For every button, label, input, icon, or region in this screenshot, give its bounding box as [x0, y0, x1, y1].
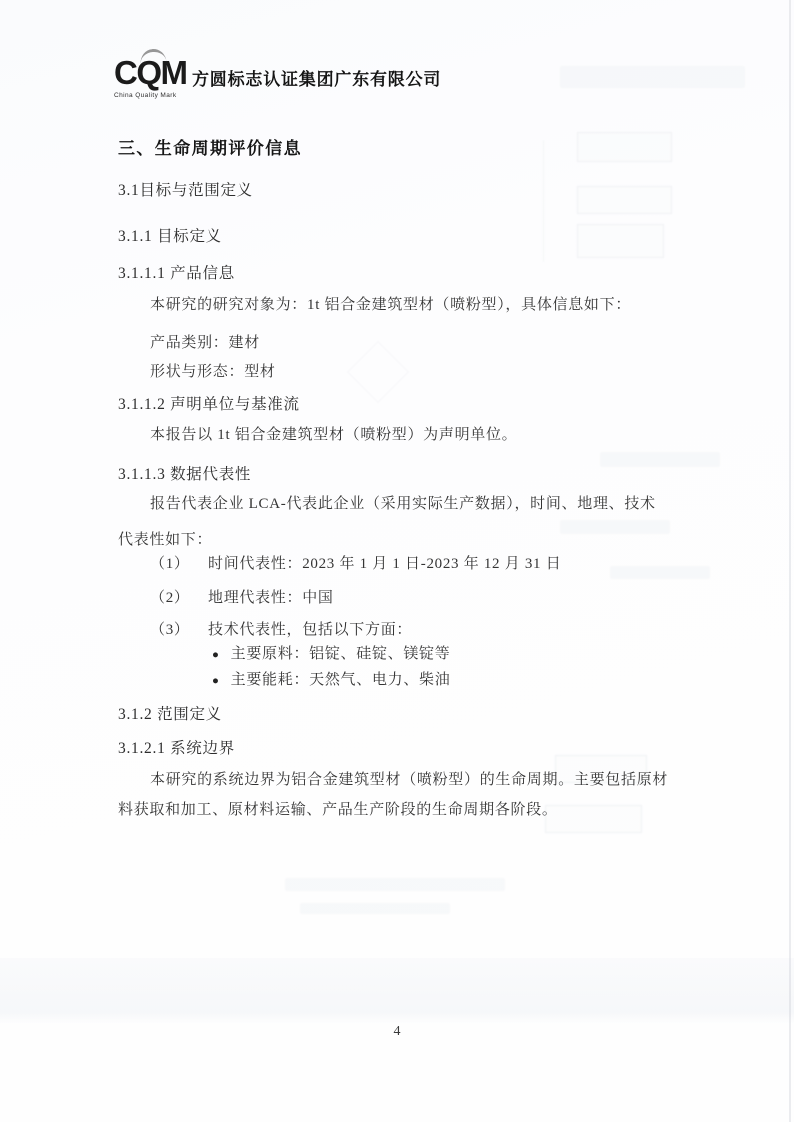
- section-3-1-2-1: 3.1.2.1 系统边界: [118, 740, 235, 757]
- page-number: 4: [393, 1024, 401, 1039]
- paragraph-boundary-line2: 料获取和加工、原材料运输、产品生产阶段的生命周期各阶段。: [118, 802, 558, 818]
- paragraph-product-category: 产品类别：建材: [150, 335, 260, 351]
- paragraph-product-intro: 本研究的研究对象为：1t 铝合金建筑型材（喷粉型），具体信息如下：: [150, 297, 632, 313]
- list-item-geography: [150, 586, 334, 607]
- chapter-heading: 三、生命周期评价信息: [118, 139, 302, 158]
- bleedthrough-smudge: [285, 878, 505, 891]
- bullet-text: 主要能耗：天然气、电力、柴油: [230, 672, 451, 688]
- bleedthrough-box: [577, 224, 664, 258]
- list-item-technology: [150, 618, 412, 639]
- company-name: 方圆标志认证集团广东有限公司: [192, 70, 442, 89]
- list-item-text: 地理代表性：中国: [208, 590, 334, 606]
- paragraph-representativeness-line2: 代表性如下：: [118, 532, 213, 548]
- scan-artifact-band: [0, 958, 794, 1024]
- list-item-text: 技术代表性，包括以下方面：: [208, 622, 413, 638]
- section-3-1-1-3: 3.1.1.3 数据代表性: [118, 466, 252, 483]
- bullet-item-energy: [212, 668, 450, 689]
- section-3-1-1-2: 3.1.1.2 声明单位与基准流: [118, 396, 300, 413]
- page-edge-shadow: [789, 0, 791, 1122]
- cqm-logo: [114, 56, 192, 99]
- list-item-number: （1）: [150, 556, 190, 572]
- bullet-text: 主要原料：铝锭、硅锭、镁锭等: [230, 646, 451, 662]
- bullet-icon: ●: [212, 675, 220, 687]
- logo-tagline: China Quality Mark: [114, 92, 177, 99]
- logo-acronym: CQM: [114, 54, 187, 91]
- list-item-text: 时间代表性：2023 年 1 月 1 日-2023 年 12 月 31 日: [208, 556, 562, 572]
- list-item-number: （3）: [150, 622, 190, 638]
- bleedthrough-line: [543, 140, 544, 262]
- paragraph-boundary-line1: 本研究的系统边界为铝合金建筑型材（喷粉型）的生命周期。主要包括原材: [150, 772, 669, 788]
- logo-arc-icon: [139, 48, 166, 64]
- section-3-1: 3.1目标与范围定义: [118, 182, 253, 199]
- bleedthrough-box: [545, 805, 642, 833]
- bleedthrough-smudge: [560, 520, 670, 534]
- paragraph-representativeness-line1: 报告代表企业 LCA-代表此企业（采用实际生产数据），时间、地理、技术: [150, 496, 656, 512]
- bleedthrough-smudge: [610, 566, 710, 579]
- bleedthrough-box: [577, 186, 672, 214]
- bleedthrough-box: [577, 132, 672, 162]
- letterhead: [114, 56, 441, 99]
- section-3-1-2: 3.1.2 范围定义: [118, 706, 222, 723]
- section-3-1-1-1: 3.1.1.1 产品信息: [118, 265, 235, 282]
- bullet-item-materials: [212, 642, 450, 663]
- list-item-number: （2）: [150, 590, 190, 606]
- section-3-1-1: 3.1.1 目标定义: [118, 228, 222, 245]
- list-item-time: [150, 552, 561, 573]
- bleedthrough-diamond: [347, 341, 409, 403]
- bleedthrough-smudge: [600, 452, 720, 467]
- bullet-icon: ●: [212, 649, 220, 661]
- paragraph-product-shape: 形状与形态：型材: [150, 364, 276, 380]
- paragraph-declared-unit: 本报告以 1t 铝合金建筑型材（喷粉型）为声明单位。: [150, 427, 518, 443]
- bleedthrough-smudge: [300, 903, 450, 914]
- bleedthrough-smudge: [560, 66, 745, 88]
